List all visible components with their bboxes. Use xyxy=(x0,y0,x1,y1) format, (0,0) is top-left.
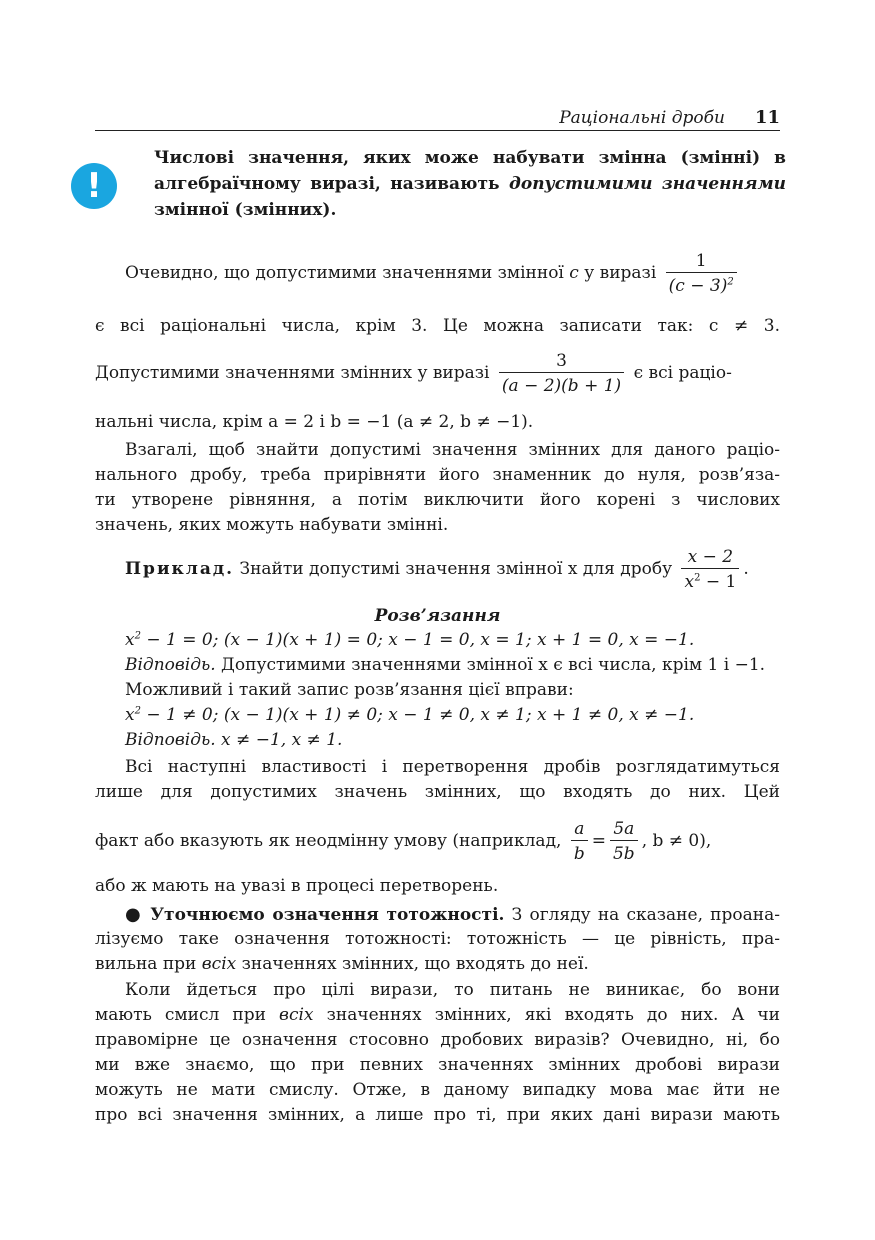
example-statement: Приклад. Знайти допустимі значення змінної x для дробу $\frac{x - 2}{x^2 - 1}$ . xyxy=(125,547,749,592)
solution-line-1: $x^2 - 1 = 0$; (x − 1)(x + 1) = 0; x − 1 = 0, x = 1; x + 1 = 0, x = −1. xyxy=(125,630,695,650)
paragraph-5-line-2: лізуємо таке означення тотожності: тотожність — це рівність, пра- xyxy=(95,929,780,949)
paragraph-3-line-1: Взагалі, щоб знайти допустимі значення змінних для даного раціо- xyxy=(125,440,780,460)
solution-heading: Розв’язання xyxy=(374,606,501,626)
paragraph-4-line-3: факт або вказують як неодмінну умову (наприклад, $\frac{a}{b}$ = $\frac{5a}{5b}$ , b ≠ 0), xyxy=(95,819,712,864)
fraction-1-over-c-minus-3-squared: $\frac{1}{(c - 3)^2}$ xyxy=(666,250,737,297)
paragraph-6-line-3: правомірне це означення стосовно дробових виразів? Очевидно, ні, бо xyxy=(95,1030,780,1050)
paragraph-6-line-2: мають смисл при всіх значеннях змінних, які входять до них. А чи xyxy=(95,1005,780,1025)
example-label: Приклад. xyxy=(125,559,235,579)
definition-text: Числові значення, яких може набувати змінна (змінні) в алгебраїчному виразі, називають допустимими значеннями змінної (змінних). xyxy=(154,148,786,220)
paragraph-4-line-2: лише для допустимих значень змінних, що входять до них. Цей xyxy=(95,782,780,802)
paragraph-2-line-1: Допустимими значеннями змінних у виразі $\frac{3}{(a - 2)(b + 1)}$ є всі раціо- xyxy=(95,351,732,396)
fraction-x-minus-2-over-x-squared-minus-1: $\frac{x - 2}{x^2 - 1}$ xyxy=(681,546,739,593)
solution-line-4: $x^2 - 1 \ne 0$; (x − 1)(x + 1) ≠ 0; x − 1 ≠ 0, x ≠ 1; x + 1 ≠ 0, x ≠ −1. xyxy=(125,705,695,725)
paragraph-4-line-1: Всі наступні властивості і перетворення дробів розглядатимуться xyxy=(125,757,780,777)
paragraph-3-line-3: ти утворене рівняння, а потім виключити його корені з числових xyxy=(95,490,780,510)
exclamation-icon: ! xyxy=(71,163,117,209)
paragraph-6-line-5: можуть не мати смислу. Отже, в даному випадку мова має йти не xyxy=(95,1080,780,1100)
paragraph-6-line-1: Коли йдеться про цілі вирази, то питань не виникає, бо вони xyxy=(125,980,780,1000)
fraction-3-over-a-b: $\frac{3}{(a - 2)(b + 1)}$ xyxy=(499,350,624,397)
answer-1: Відповідь. Допустимими значеннями змінної x є всі числа, крім 1 і −1. xyxy=(125,655,766,675)
fraction-5a-over-5b: $\frac{5a}{5b}$ xyxy=(610,818,638,865)
solution-line-3: Можливий і такий запис розв’язання цієї вправи: xyxy=(125,680,574,700)
paragraph-5-line-1: ● Уточнюємо означення тотожності. З огляду на сказане, проана- xyxy=(125,904,780,925)
paragraph-6-line-6: про всі значення змінних, а лише про ті, при яких дані вирази мають xyxy=(95,1105,780,1125)
paragraph-3-line-4: значень, яких можуть набувати змінні. xyxy=(95,515,449,535)
paragraph-3-line-2: нального дробу, треба прирівняти його знаменник до нуля, розв’яза- xyxy=(95,465,780,485)
paragraph-1-line-1: Очевидно, що допустимими значеннями змінної c у виразі $\frac{1}{(c - 3)^2}$ xyxy=(125,250,785,297)
answer-2: Відповідь. x ≠ −1, x ≠ 1. xyxy=(125,730,343,750)
paragraph-6-line-4: ми вже знаємо, що при певних значеннях змінних дробові вирази xyxy=(95,1055,780,1075)
section-subheading: Уточнюємо означення тотожності. xyxy=(142,905,505,925)
page-number: 11 xyxy=(754,107,780,128)
paragraph-4-line-4: або ж мають на увазі в процесі перетворень. xyxy=(95,876,499,896)
page-header xyxy=(95,104,780,131)
running-title: Раціональні дроби xyxy=(559,108,725,128)
term-emphasis: допустимими значеннями xyxy=(509,174,786,194)
paragraph-5-line-3: вильна при всіх значеннях змінних, що входять до неї. xyxy=(95,954,589,974)
fraction-a-over-b: $\frac{a}{b}$ xyxy=(571,818,588,865)
paragraph-1-line-2: є всі раціональні числа, крім 3. Це можна записати так: c ≠ 3. xyxy=(95,316,780,336)
bullet-icon: ● xyxy=(125,904,143,925)
paragraph-2-line-2: нальні числа, крім a = 2 і b = −1 (a ≠ 2, b ≠ −1). xyxy=(95,412,534,432)
